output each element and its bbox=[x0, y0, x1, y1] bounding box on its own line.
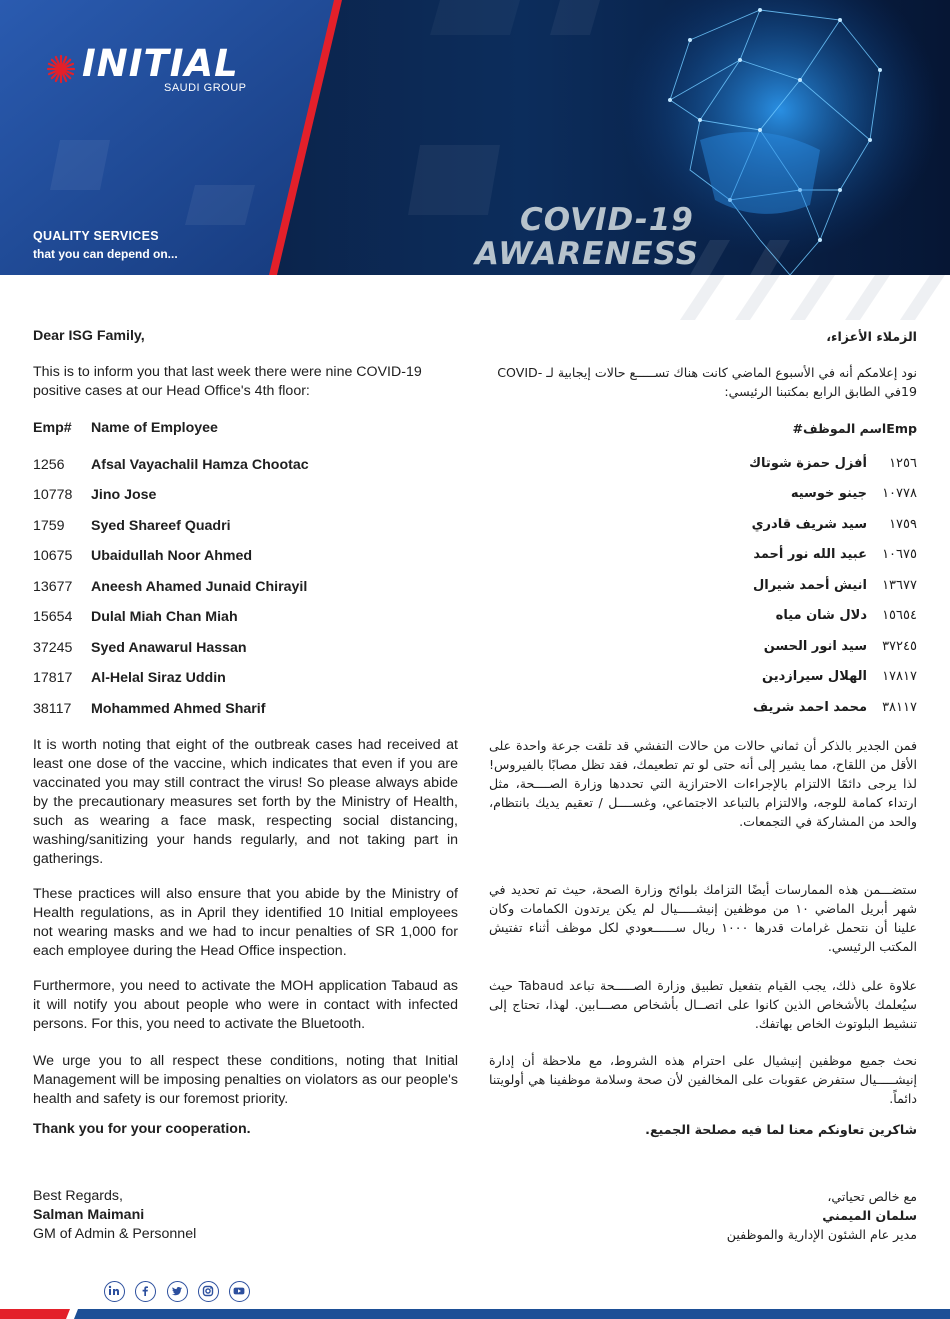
emp-number: ١٣٦٧٧ bbox=[882, 578, 917, 593]
emp-number: ١٥٦٥٤ bbox=[882, 608, 917, 623]
awareness-heading: AWARENESS bbox=[475, 236, 700, 272]
intro-english: This is to inform you that last week there were nine COVID-19 positive cases at our Head Office's 4th floor: bbox=[33, 364, 422, 399]
emp-name: Aneesh Ahamed Junaid Chirayil bbox=[91, 579, 308, 595]
table-row bbox=[497, 669, 917, 689]
signer-name-english: Salman Maimani bbox=[33, 1207, 145, 1223]
signer-name-arabic: سلمان الميمني bbox=[822, 1208, 917, 1223]
intro-arabic: نود إعلامكم أنه في الأسبوع الماضي كانت هناك تســـــع حالات إيجابية لـ COVID-19في الطابق الرابع بمكتبنا الرئيسي: bbox=[497, 365, 917, 399]
column-header-emp: Emp# bbox=[33, 420, 72, 436]
twitter-icon[interactable] bbox=[167, 1281, 188, 1302]
emp-number: ١٧٨١٧ bbox=[882, 669, 917, 684]
brand-subtitle: SAUDI GROUP bbox=[164, 82, 247, 94]
footer-stripe bbox=[0, 1309, 950, 1319]
emp-number: 10778 bbox=[33, 487, 73, 503]
paragraph-tabaud-english: Furthermore, you need to activate the MOH application Tabaud as it will notify you about people who were in contact with infected persons. For this, you need to activate the Bluetooth. bbox=[33, 978, 458, 1032]
emp-number: ١٠٧٧٨ bbox=[882, 486, 917, 501]
emp-name: سيد انور الحسن bbox=[763, 639, 867, 654]
emp-number: ٣٨١١٧ bbox=[882, 700, 917, 715]
emp-name: دلال شان مياه bbox=[775, 608, 867, 623]
emp-name: Afsal Vayachalil Hamza Chootac bbox=[91, 457, 309, 473]
emp-number: 37245 bbox=[33, 640, 73, 656]
youtube-icon[interactable] bbox=[229, 1281, 250, 1302]
table-row bbox=[497, 578, 917, 598]
emp-number: ٣٧٢٤٥ bbox=[882, 639, 917, 654]
emp-name: Dulal Miah Chan Miah bbox=[91, 609, 238, 625]
emp-number: 38117 bbox=[33, 701, 72, 717]
paragraph-vaccine-english: It is worth noting that eight of the outbreak cases had received at least one dose of the vaccine, which indicates that even if you are vaccinated you may still contract the virus! So please always abide by the precautionary measures set forth by the Ministry of Health, such as wearing a face mask, respecting social distancing, washing/sanitizing your hands regularly, and not taking part in gatherings. bbox=[33, 737, 458, 867]
emp-number: 17817 bbox=[33, 670, 73, 686]
decorative-stripes bbox=[640, 275, 950, 320]
emp-number: ١٧٥٩ bbox=[889, 517, 917, 532]
greeting-english: Dear ISG Family, bbox=[33, 328, 145, 344]
table-row bbox=[497, 547, 917, 567]
paragraph-regulations-arabic: ستضـــمن هذه الممارسات أيضًا التزامك بلوائح وزارة الصحة، حيث تم تحديد في شهر أبريل الماضي ١٠ من موظفين إنيشـــــيال لم يكن يرتدون الكمامات وكان علينا أن نتحمل غرامات قدرها ١٠٠٠ ريال ســــــعودي لكل موظف أثناء تفتيش المكتب الرئيسي. bbox=[489, 882, 917, 954]
linkedin-icon[interactable] bbox=[104, 1281, 125, 1302]
sunburst-logo-icon bbox=[46, 54, 76, 84]
signer-title-arabic: مدير عام الشئون الإدارية والموظفين bbox=[726, 1227, 917, 1242]
emp-name: انيش أحمد شيرال bbox=[752, 578, 867, 593]
table-row bbox=[497, 517, 917, 537]
emp-number: 13677 bbox=[33, 579, 73, 595]
emp-name: Al-Helal Siraz Uddin bbox=[91, 670, 226, 686]
paragraph-penalties-arabic: نحث جميع موظفين إنيشيال على احترام هذه الشروط، مع ملاحظة أن إدارة إنيشـــــيال ستفرض عقوبات على المخالفين لأن صحة وسلامة موظفينا هي أولويتنا دائماً. bbox=[489, 1053, 917, 1106]
facebook-icon[interactable] bbox=[135, 1281, 156, 1302]
paragraph-penalties-english: We urge you to all respect these conditions, noting that Initial Management will be imposing penalties on violators as our people's health and safety is our foremost priority. bbox=[33, 1053, 458, 1107]
table-row bbox=[497, 486, 917, 506]
header-banner bbox=[0, 0, 950, 275]
paragraph-tabaud-arabic: علاوة على ذلك، يجب القيام بتفعيل تطبيق وزارة الصـــــحة تباعد Tabaud حيث سيُعلمك بالأشخاص الذين كانوا على اتصــال بأشخاص مصـــابين. لهذا، تحتاج إلى تنشيط البلوتوث الخاص بهاتفك. bbox=[489, 978, 917, 1031]
table-row bbox=[497, 456, 917, 476]
employee-table-header-arabic: Empاسم الموظف# bbox=[792, 421, 917, 436]
table-row bbox=[497, 608, 917, 628]
emp-name: Jino Jose bbox=[91, 487, 157, 503]
emp-name: الهلال سيرازدين bbox=[762, 669, 867, 684]
tagline-title: QUALITY SERVICES bbox=[33, 229, 159, 243]
thanks-arabic: شاكرين تعاونكم معنا لما فيه مصلحة الجميع. bbox=[645, 1122, 917, 1137]
thanks-english: Thank you for your cooperation. bbox=[33, 1121, 251, 1137]
emp-number: ١٠٦٧٥ bbox=[882, 547, 917, 562]
table-row bbox=[497, 639, 917, 659]
emp-number: ١٢٥٦ bbox=[889, 456, 917, 471]
signer-title-english: GM of Admin & Personnel bbox=[33, 1226, 197, 1242]
emp-number: 10675 bbox=[33, 548, 73, 564]
emp-name: سيد شريف قادري bbox=[751, 517, 867, 532]
instagram-icon[interactable] bbox=[198, 1281, 219, 1302]
greeting-arabic: الزملاء الأعزاء، bbox=[826, 329, 917, 344]
emp-name: Syed Anawarul Hassan bbox=[91, 640, 247, 656]
brand-name: INITIAL bbox=[82, 42, 239, 85]
column-header-name: Name of Employee bbox=[91, 420, 218, 436]
emp-number: 15654 bbox=[33, 609, 73, 625]
emp-name: أفزل حمزة شوتاك bbox=[749, 456, 867, 471]
regards-english: Best Regards, bbox=[33, 1188, 123, 1204]
emp-name: Ubaidullah Noor Ahmed bbox=[91, 548, 253, 564]
table-row bbox=[497, 700, 917, 720]
regards-arabic: مع خالص تحياتي، bbox=[827, 1189, 917, 1204]
emp-number: 1256 bbox=[33, 457, 65, 473]
paragraph-vaccine-arabic: فمن الجدير بالذكر أن ثماني حالات من حالات التفشي قد تلقت جرعة واحدة على الأقل من اللقاح، مما يشير إلى أنه حتى لو تم تطعيمك، فقد تظل مصابًا بالفيروس! لذا يرجى دائمًا الالتزام بالإجراءات الاحترازية التي تحددها وزارة الصــــحة، مثل ارتداء كمامة للوجه، والالتزام بالتباعد الاجتماعي، وغســــل / تعقيم يديك بانتظام، والحد من المشاركة في التجمعات. bbox=[489, 738, 917, 829]
paragraph-regulations-english: These practices will also ensure that you abide by the Ministry of Health regulations, as in April they identified 10 Initial employees not wearing masks and we had to incur penalties of SR 1,000 for each employee during the Head Office inspection. bbox=[33, 886, 458, 959]
emp-number: 1759 bbox=[33, 518, 65, 534]
emp-name: جينو خوسيه bbox=[790, 486, 867, 501]
covid-heading: COVID-19 bbox=[520, 202, 694, 238]
emp-name: محمد احمد شريف bbox=[753, 700, 867, 715]
emp-name: Mohammed Ahmed Sharif bbox=[91, 701, 266, 717]
emp-name: Syed Shareef Quadri bbox=[91, 518, 231, 534]
tagline-subtitle: that you can depend on... bbox=[33, 247, 178, 261]
emp-name: عبيد الله نور أحمد bbox=[753, 547, 867, 562]
